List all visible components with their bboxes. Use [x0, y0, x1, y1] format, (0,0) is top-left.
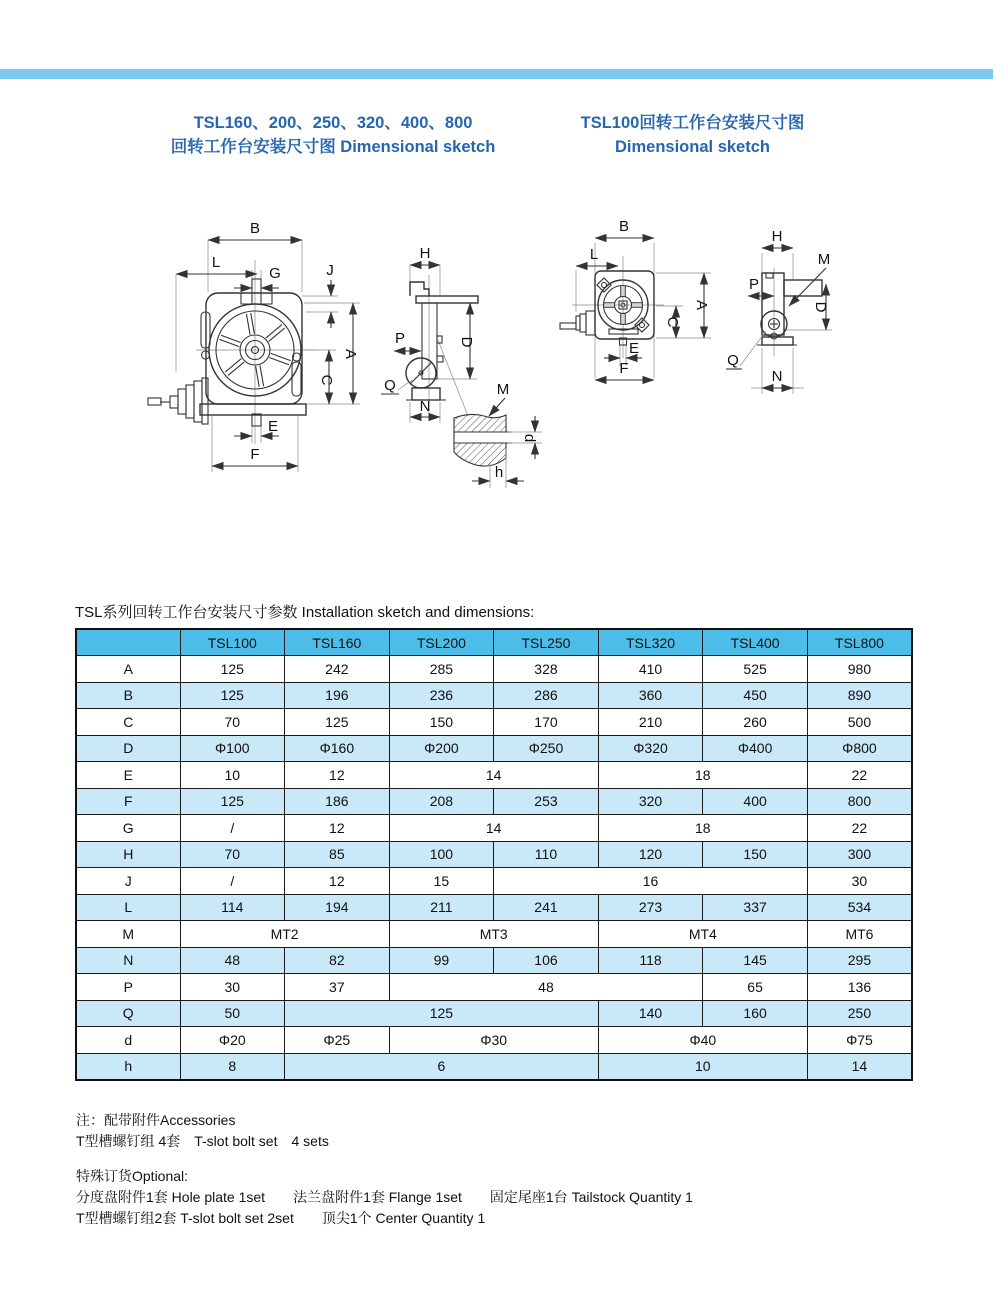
table-cell: 320 [598, 788, 703, 815]
dim-label-F: F [250, 446, 260, 463]
table-cell: Φ400 [703, 735, 808, 762]
table-cell: 22 [807, 815, 912, 842]
table-cell: MT4 [598, 921, 807, 948]
table-cell: 125 [180, 656, 285, 683]
dim-label-H: H [419, 245, 431, 262]
table-cell: 194 [285, 894, 390, 921]
table-cell: 8 [180, 1053, 285, 1080]
table-cell: 890 [807, 682, 912, 709]
table-row [76, 1000, 912, 1027]
table-cell: 534 [807, 894, 912, 921]
row-label: H [76, 841, 180, 868]
table-cell: 186 [285, 788, 390, 815]
table-row [76, 947, 912, 974]
accessories-note-title: 注：配带附件Accessories [76, 1112, 236, 1128]
row-label: A [76, 656, 180, 683]
table-cell: 12 [285, 762, 390, 789]
dim-label-F: F [619, 360, 629, 377]
table-cell: 260 [703, 709, 808, 736]
table-cell: 800 [807, 788, 912, 815]
table-cell: 273 [598, 894, 703, 921]
table-cell: 82 [285, 947, 390, 974]
table-cell: 400 [703, 788, 808, 815]
title-left-line1: TSL160、200、250、320、400、800 [193, 114, 473, 132]
notes-gap [76, 1152, 693, 1166]
dim-label-L: L [211, 254, 221, 271]
table-row [76, 1053, 912, 1080]
row-label: h [76, 1053, 180, 1080]
side-view-sketch-large [372, 220, 557, 520]
table-cell: 136 [807, 974, 912, 1001]
dim-label-B: B [618, 218, 630, 235]
row-label: C [76, 709, 180, 736]
dim-label-N: N [419, 398, 431, 415]
table-cell: 30 [807, 868, 912, 895]
table-cell: 125 [180, 682, 285, 709]
table-cell: 48 [180, 947, 285, 974]
dim-label-Q: Q [727, 352, 739, 369]
table-row [76, 841, 912, 868]
table-cell: 100 [389, 841, 494, 868]
table-cell: 70 [180, 841, 285, 868]
dim-label-E: E [628, 340, 640, 357]
table-cell: 980 [807, 656, 912, 683]
table-cell: 114 [180, 894, 285, 921]
table-cell: 65 [703, 974, 808, 1001]
table-cell: 120 [598, 841, 703, 868]
optional-note-line1: 分度盘附件1套 Hole plate 1set 法兰盘附件1套 Flange 1set 固定尾座1台 Tailstock Quantity 1 [76, 1189, 693, 1205]
table-row [76, 656, 912, 683]
table-row [76, 1027, 912, 1054]
table-cell: Φ100 [180, 735, 285, 762]
optional-note-title: 特殊订货Optional: [76, 1168, 189, 1184]
table-header [76, 629, 912, 656]
table-cell: 18 [598, 815, 807, 842]
table-cell: 30 [180, 974, 285, 1001]
table-cell: Φ20 [180, 1027, 285, 1054]
table-cell: / [180, 815, 285, 842]
table-cell: 15 [389, 868, 494, 895]
notes-section [76, 1110, 693, 1229]
dim-label-E: E [267, 418, 279, 435]
table-cell: 48 [389, 974, 703, 1001]
title-right-line2: Dimensional sketch [615, 137, 770, 156]
dim-label-G: G [269, 265, 281, 282]
table-cell: 99 [389, 947, 494, 974]
dim-label-d: d [521, 433, 538, 443]
title-right-line1: TSL100回转工作台安装尺寸图 [580, 114, 805, 132]
dim-label-A: A [342, 348, 359, 360]
table-row [76, 894, 912, 921]
table-cell: 253 [494, 788, 599, 815]
column-header: TSL400 [703, 629, 808, 656]
table-cell: 170 [494, 709, 599, 736]
table-cell: 12 [285, 868, 390, 895]
table-cell: 125 [285, 709, 390, 736]
table-cell: 286 [494, 682, 599, 709]
dim-label-L: L [589, 246, 599, 263]
table-cell: Φ75 [807, 1027, 912, 1054]
dimensions-table [75, 628, 913, 1081]
table-body [76, 656, 912, 1080]
row-label: L [76, 894, 180, 921]
table-cell: 196 [285, 682, 390, 709]
table-cell: 525 [703, 656, 808, 683]
optional-note-line2: T型槽螺钉组2套 T-slot bolt set 2set 顶尖1个 Center Quantity 1 [76, 1210, 486, 1226]
row-label: G [76, 815, 180, 842]
table-cell: 118 [598, 947, 703, 974]
row-label: F [76, 788, 180, 815]
table-cell: 328 [494, 656, 599, 683]
accessories-note-line: T型槽螺钉组 4套 T-slot bolt set 4 sets [76, 1133, 329, 1149]
table-cell: 22 [807, 762, 912, 789]
title-right [545, 112, 840, 160]
table-cell: 150 [703, 841, 808, 868]
table-cell: 85 [285, 841, 390, 868]
table-cell: 14 [389, 815, 598, 842]
front-view-sketch-large [146, 200, 381, 495]
table-cell: 241 [494, 894, 599, 921]
column-header: TSL250 [494, 629, 599, 656]
table-title: TSL系列回转工作台安装尺寸参数 Installation sketch and dimensions: [75, 604, 535, 621]
row-label: B [76, 682, 180, 709]
table-row [76, 974, 912, 1001]
dim-label-D: D [812, 301, 829, 313]
table-cell: 208 [389, 788, 494, 815]
table-cell: 110 [494, 841, 599, 868]
row-label: D [76, 735, 180, 762]
table-row [76, 735, 912, 762]
table-cell: 242 [285, 656, 390, 683]
row-label: Q [76, 1000, 180, 1027]
table-cell: Φ320 [598, 735, 703, 762]
table-row [76, 868, 912, 895]
table-cell: 410 [598, 656, 703, 683]
top-accent-bar [0, 69, 993, 79]
table-row [76, 921, 912, 948]
table-cell: 70 [180, 709, 285, 736]
table-cell: 18 [598, 762, 807, 789]
table-cell: Φ40 [598, 1027, 807, 1054]
corner-cell [76, 629, 180, 656]
column-header: TSL800 [807, 629, 912, 656]
table-cell: 337 [703, 894, 808, 921]
table-cell: 250 [807, 1000, 912, 1027]
title-left [158, 112, 508, 160]
table-cell: 12 [285, 815, 390, 842]
dim-label-B: B [249, 220, 261, 237]
table-cell: 14 [807, 1053, 912, 1080]
table-cell: Φ160 [285, 735, 390, 762]
row-label: E [76, 762, 180, 789]
table-cell: Φ200 [389, 735, 494, 762]
dim-label-P: P [394, 330, 406, 347]
row-label: N [76, 947, 180, 974]
column-header: TSL160 [285, 629, 390, 656]
table-cell: 150 [389, 709, 494, 736]
table-cell: 211 [389, 894, 494, 921]
table-row [76, 815, 912, 842]
dim-label-M: M [496, 381, 510, 398]
row-label: d [76, 1027, 180, 1054]
dim-label-P: P [748, 276, 760, 293]
table-cell: 10 [180, 762, 285, 789]
table-cell: 16 [494, 868, 808, 895]
dim-label-A: A [693, 299, 710, 311]
table-cell: 285 [389, 656, 494, 683]
table-cell: Φ800 [807, 735, 912, 762]
table-cell: 450 [703, 682, 808, 709]
column-header: TSL320 [598, 629, 703, 656]
dim-label-Q: Q [384, 377, 396, 394]
side-view-sketch-small [726, 218, 921, 423]
table-cell: 140 [598, 1000, 703, 1027]
table-cell: MT6 [807, 921, 912, 948]
table-cell: Φ250 [494, 735, 599, 762]
dim-label-N: N [771, 368, 783, 385]
table-cell: MT2 [180, 921, 389, 948]
table-cell: 300 [807, 841, 912, 868]
table-cell: 360 [598, 682, 703, 709]
table-row [76, 762, 912, 789]
table-row [76, 709, 912, 736]
table-cell: 106 [494, 947, 599, 974]
column-header: TSL200 [389, 629, 494, 656]
dim-label-h: h [494, 464, 504, 481]
dim-label-H: H [771, 228, 783, 245]
dim-label-J: J [326, 262, 334, 279]
table-cell: 125 [180, 788, 285, 815]
dim-label-C: C [664, 316, 681, 328]
table-cell: MT3 [389, 921, 598, 948]
table-cell: 236 [389, 682, 494, 709]
row-label: J [76, 868, 180, 895]
table-cell: 50 [180, 1000, 285, 1027]
dim-label-M: M [817, 251, 831, 268]
dim-label-D: D [458, 336, 475, 348]
table-cell: / [180, 868, 285, 895]
table-cell: 160 [703, 1000, 808, 1027]
table-cell: 210 [598, 709, 703, 736]
table-cell: 125 [285, 1000, 599, 1027]
table-cell: 37 [285, 974, 390, 1001]
table-cell: 295 [807, 947, 912, 974]
table-cell: Φ30 [389, 1027, 598, 1054]
title-left-line2: 回转工作台安装尺寸图 Dimensional sketch [170, 137, 496, 156]
column-header: TSL100 [180, 629, 285, 656]
row-label: M [76, 921, 180, 948]
table-cell: 10 [598, 1053, 807, 1080]
table-cell: 500 [807, 709, 912, 736]
dim-label-C: C [318, 374, 335, 386]
row-label: P [76, 974, 180, 1001]
table-cell: 6 [285, 1053, 599, 1080]
table-cell: Φ25 [285, 1027, 390, 1054]
table-cell: 14 [389, 762, 598, 789]
front-view-sketch-small [556, 208, 741, 423]
table-cell: 145 [703, 947, 808, 974]
table-row [76, 788, 912, 815]
table-row [76, 682, 912, 709]
